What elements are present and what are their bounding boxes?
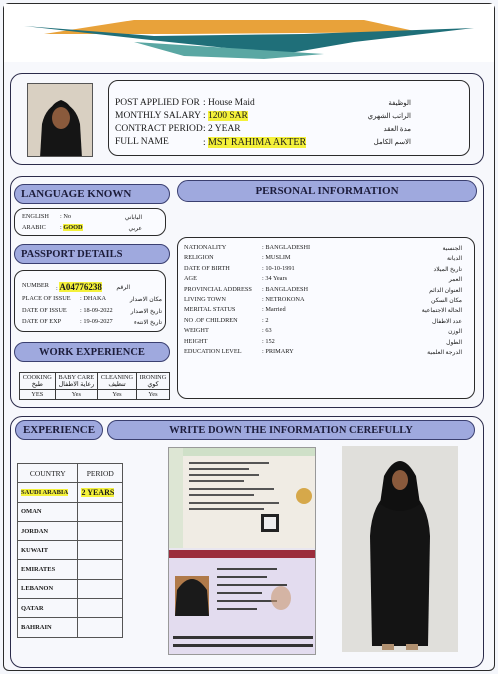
personal-value: : MUSLIM [262,254,291,262]
country-cell: KUWAIT [18,541,78,560]
country-cell: JORDAN [18,521,78,540]
country-header: COUNTRY [18,464,78,483]
doi-ar: تاريخ الاصدار [130,309,162,315]
name-ar: الاسم الكامل [373,138,411,146]
period-cell [78,521,123,540]
work-header: CLEANING تنظيف [98,373,137,390]
doe-row: DATE OF EXP : 19-09-2027 [22,318,113,325]
place-value: DHAKA [83,295,107,302]
personal-label-ar: العنوان الدائم [429,287,462,294]
post-label: POST APPLIED FOR [115,98,200,108]
arabic-row: ARABIC : GOOD [22,224,83,231]
language-title: LANGUAGE KNOWN [14,184,170,204]
period-cell [78,618,123,637]
personal-value: : NETROKONA [262,296,305,303]
country-cell: BAHRAIN [18,618,78,637]
post-ar: الوظيفة [388,99,411,107]
period-cell: 2 YEARS [78,483,123,502]
period-header: PERIOD [78,464,123,483]
period-cell [78,502,123,521]
country-table [17,463,123,638]
english-row: ENGLISH : No [22,213,72,220]
doi-value: 18-09-2022 [83,307,113,314]
personal-value: : 152 [262,337,275,345]
place-ar: مكان الاصدار [129,297,162,303]
experience-title: EXPERIENCE [15,420,103,440]
table-row [18,618,123,637]
personal-label: LIVING TOWN [184,296,226,303]
personal-label-ar: تاريخ الميلاد [433,266,462,273]
name-row: FULL NAME : MST RAHIMA AKTER [115,137,307,148]
number-ar: الرقم [116,285,130,291]
personal-label-ar: العمر [448,277,462,284]
post-value: House Maid [208,98,255,108]
salary-row: MONTHLY SALARY : 1200 SAR [115,111,248,121]
personal-label-ar: الجنسية [442,246,462,252]
passport-title: PASSPORT DETAILS [14,244,170,264]
personal-label: RELIGION [184,254,214,262]
work-table [19,372,170,400]
header-banner [4,4,494,62]
personal-label-ar: الديانة [446,256,462,263]
portrait-photo [27,83,93,157]
personal-label: EDUCATION LEVEL [184,348,242,355]
country-cell: OMAN [18,502,78,521]
personal-label: DATE OF BIRTH [184,264,230,272]
personal-label: MERITAL STATUS [184,306,236,314]
table-row [18,502,123,521]
personal-label: HEIGHT [184,337,208,345]
personal-label-ar: مكان السكن [431,298,462,304]
salary-value: 1200 SAR [208,111,248,121]
doe-value: 19-09-2027 [83,318,113,325]
personal-value: : 2 [262,316,269,324]
personal-value: : PRIMARY [262,348,294,355]
personal-label-ar: عدد الاطفال [432,318,462,325]
work-header: COOKING طبخ [20,373,56,390]
full-body-photo [342,446,458,652]
country-cell: EMIRATES [18,560,78,579]
period-cell [78,560,123,579]
period-cell [78,541,123,560]
place-row: PLACE OF ISSUE : DHAKA [22,295,107,302]
table-row [18,541,123,560]
name-value: MST RAHIMA AKTER [208,137,307,148]
personal-value: : 10-10-1991 [262,264,295,272]
personal-value: : Married [262,306,286,314]
personal-value: : 63 [262,327,272,335]
english-ar: الياباني [124,215,142,221]
personal-label-ar: الدرجة العلمية [427,350,462,356]
contract-label: CONTRACT PERIOD [115,124,203,134]
post-row: POST APPLIED FOR : House Maid [115,98,255,108]
contract-row: CONTRACT PERIOD : 2 YEAR [115,124,241,134]
personal-label: AGE [184,275,197,283]
table-row [18,579,123,598]
english-value: No [63,213,72,220]
passport-number-row: NUMBER : A04776238 [22,282,102,292]
personal-label-ar: الطول [446,339,462,346]
personal-label: WEIGHT [184,327,209,335]
table-row [18,483,123,502]
period-cell [78,599,123,618]
work-header: IRONING كوي [136,373,169,390]
personal-title: PERSONAL INFORMATION [177,180,477,202]
personal-label-ar: الحالة الاجتماعية [421,308,462,315]
personal-label: PROVINCIAL ADDRESS [184,285,252,293]
table-row [18,560,123,579]
country-cell: LEBANON [18,579,78,598]
table-row [18,599,123,618]
salary-ar: الراتب الشهري [367,112,411,120]
doe-ar: تاريخ الانتهء [133,320,162,326]
passport-number: A04776238 [59,282,102,292]
personal-label-ar: الوزن [448,329,462,336]
personal-value: : BANGLADESHI [262,244,311,251]
work-value: Yes [136,390,169,400]
doi-row: DATE OF ISSUE : 18-09-2022 [22,307,113,314]
arabic-ar: عربي [128,226,142,232]
name-label: FULL NAME [115,137,169,147]
personal-value: : 34 Years [262,275,288,283]
work-value: Yes [98,390,137,400]
contract-ar: مدة العقد [383,125,411,133]
arabic-value: GOOD [63,224,83,231]
period-cell [78,579,123,598]
personal-label: NATIONALITY [184,244,227,251]
table-row [18,521,123,540]
country-cell: SAUDI ARABIA [18,483,78,502]
work-title: WORK EXPERIENCE [14,342,170,362]
work-header: BABY CARE رعاية الاطفال [55,373,97,390]
experience-banner: WRITE DOWN THE INFORMATION CEREFULLY [107,420,475,440]
personal-value: : BANGLADESH [262,285,309,293]
work-value: YES [20,390,56,400]
personal-label: NO .OF CHILDREN [184,316,238,324]
salary-label: MONTHLY SALARY [115,111,202,121]
passport-scan [168,447,316,655]
contract-value: 2 YEAR [208,124,241,134]
country-cell: QATAR [18,599,78,618]
work-value: Yes [55,390,97,400]
